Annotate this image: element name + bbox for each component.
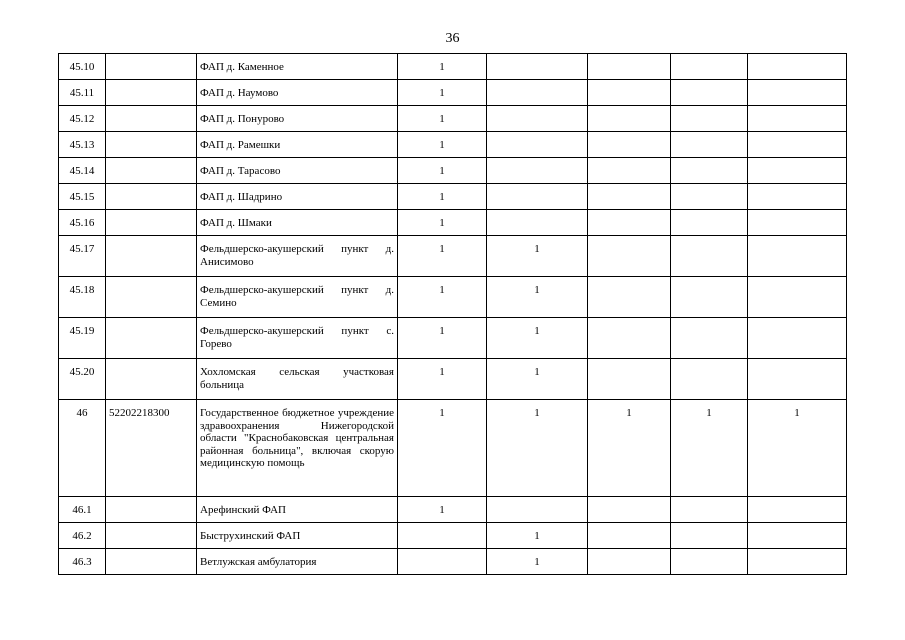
value-cell-1: 1 xyxy=(398,80,487,106)
table-row xyxy=(59,497,847,523)
value-cell-4 xyxy=(671,106,748,132)
value-cell-2 xyxy=(487,80,588,106)
code-cell xyxy=(106,277,197,318)
value-cell-1 xyxy=(398,523,487,549)
row-number-cell: 46.3 xyxy=(59,549,106,575)
value-cell-2: 1 xyxy=(487,359,588,400)
value-cell-4 xyxy=(671,184,748,210)
facility-name-cell: Фельдшерско-акушерский пункт д. Семино xyxy=(197,277,398,318)
value-cell-4: 1 xyxy=(671,400,748,497)
table-row xyxy=(59,158,847,184)
value-cell-3 xyxy=(588,132,671,158)
value-cell-3 xyxy=(588,158,671,184)
table-row xyxy=(59,359,847,400)
table-row xyxy=(59,549,847,575)
page-number: 36 xyxy=(445,31,460,46)
code-cell xyxy=(106,523,197,549)
code-cell xyxy=(106,210,197,236)
value-cell-5 xyxy=(748,523,847,549)
value-cell-5 xyxy=(748,132,847,158)
code-cell xyxy=(106,158,197,184)
table-row xyxy=(59,277,847,318)
code-cell xyxy=(106,318,197,359)
value-cell-1: 1 xyxy=(398,277,487,318)
row-number-cell: 46.2 xyxy=(59,523,106,549)
facility-name-cell: Хохломская сельская участковая больница xyxy=(197,359,398,400)
value-cell-3 xyxy=(588,318,671,359)
code-cell xyxy=(106,54,197,80)
facility-name-cell: Ветлужская амбулатория xyxy=(197,549,398,575)
code-cell xyxy=(106,497,197,523)
table-row xyxy=(59,132,847,158)
value-cell-1: 1 xyxy=(398,400,487,497)
registry-table xyxy=(58,53,847,575)
value-cell-1: 1 xyxy=(398,158,487,184)
facility-name-cell: ФАП д. Рамешки xyxy=(197,132,398,158)
value-cell-1: 1 xyxy=(398,132,487,158)
value-cell-5 xyxy=(748,359,847,400)
table-row xyxy=(59,236,847,277)
facility-name-cell: Фельдшерско-акушерский пункт с. Горево xyxy=(197,318,398,359)
value-cell-1: 1 xyxy=(398,210,487,236)
row-number-cell: 45.18 xyxy=(59,277,106,318)
value-cell-1: 1 xyxy=(398,106,487,132)
value-cell-4 xyxy=(671,523,748,549)
value-cell-4 xyxy=(671,497,748,523)
value-cell-3: 1 xyxy=(588,400,671,497)
value-cell-5 xyxy=(748,318,847,359)
value-cell-3 xyxy=(588,210,671,236)
code-cell xyxy=(106,359,197,400)
value-cell-3 xyxy=(588,184,671,210)
facility-name-cell: ФАП д. Шмаки xyxy=(197,210,398,236)
value-cell-1: 1 xyxy=(398,184,487,210)
value-cell-5 xyxy=(748,277,847,318)
value-cell-5 xyxy=(748,54,847,80)
value-cell-2: 1 xyxy=(487,318,588,359)
value-cell-1: 1 xyxy=(398,236,487,277)
row-number-cell: 45.15 xyxy=(59,184,106,210)
code-cell xyxy=(106,236,197,277)
value-cell-1: 1 xyxy=(398,54,487,80)
value-cell-1: 1 xyxy=(398,318,487,359)
row-number-cell: 45.14 xyxy=(59,158,106,184)
value-cell-3 xyxy=(588,80,671,106)
table-row xyxy=(59,210,847,236)
value-cell-2: 1 xyxy=(487,236,588,277)
row-number-cell: 45.12 xyxy=(59,106,106,132)
row-number-cell: 45.19 xyxy=(59,318,106,359)
value-cell-3 xyxy=(588,106,671,132)
value-cell-2: 1 xyxy=(487,400,588,497)
code-cell xyxy=(106,132,197,158)
value-cell-2 xyxy=(487,210,588,236)
table-row xyxy=(59,184,847,210)
value-cell-3 xyxy=(588,236,671,277)
facility-name-cell: Государственное бюджетное учреждение здравоохранения Нижегородской области "Краснобаковская центральная районная больница", включая скорую медицинскую помощь xyxy=(197,400,398,497)
facility-name-cell: ФАП д. Наумово xyxy=(197,80,398,106)
value-cell-2 xyxy=(487,54,588,80)
code-cell xyxy=(106,184,197,210)
value-cell-3 xyxy=(588,277,671,318)
value-cell-1: 1 xyxy=(398,359,487,400)
table-row xyxy=(59,54,847,80)
code-cell xyxy=(106,549,197,575)
value-cell-2 xyxy=(487,158,588,184)
row-number-cell: 45.17 xyxy=(59,236,106,277)
value-cell-4 xyxy=(671,80,748,106)
value-cell-5 xyxy=(748,184,847,210)
row-number-cell: 45.10 xyxy=(59,54,106,80)
value-cell-3 xyxy=(588,54,671,80)
value-cell-3 xyxy=(588,359,671,400)
value-cell-2: 1 xyxy=(487,277,588,318)
value-cell-3 xyxy=(588,549,671,575)
row-number-cell: 46.1 xyxy=(59,497,106,523)
value-cell-4 xyxy=(671,359,748,400)
value-cell-4 xyxy=(671,277,748,318)
facility-name-cell: ФАП д. Шадрино xyxy=(197,184,398,210)
value-cell-2: 1 xyxy=(487,523,588,549)
value-cell-5: 1 xyxy=(748,400,847,497)
value-cell-3 xyxy=(588,523,671,549)
row-number-cell: 46 xyxy=(59,400,106,497)
table-row xyxy=(59,400,847,497)
value-cell-5 xyxy=(748,106,847,132)
value-cell-5 xyxy=(748,80,847,106)
value-cell-4 xyxy=(671,318,748,359)
facility-name-cell: ФАП д. Каменное xyxy=(197,54,398,80)
value-cell-5 xyxy=(748,210,847,236)
value-cell-5 xyxy=(748,497,847,523)
code-cell: 52202218300 xyxy=(106,400,197,497)
code-cell xyxy=(106,80,197,106)
table-row xyxy=(59,106,847,132)
row-number-cell: 45.11 xyxy=(59,80,106,106)
value-cell-1: 1 xyxy=(398,497,487,523)
code-cell xyxy=(106,106,197,132)
value-cell-3 xyxy=(588,497,671,523)
value-cell-5 xyxy=(748,236,847,277)
value-cell-4 xyxy=(671,210,748,236)
value-cell-4 xyxy=(671,132,748,158)
facility-name-cell: Быструхинский ФАП xyxy=(197,523,398,549)
value-cell-5 xyxy=(748,549,847,575)
table-row xyxy=(59,80,847,106)
facility-name-cell: ФАП д. Тарасово xyxy=(197,158,398,184)
value-cell-2: 1 xyxy=(487,549,588,575)
facility-name-cell: Арефинский ФАП xyxy=(197,497,398,523)
row-number-cell: 45.20 xyxy=(59,359,106,400)
facility-name-cell: ФАП д. Понурово xyxy=(197,106,398,132)
value-cell-1 xyxy=(398,549,487,575)
value-cell-2 xyxy=(487,184,588,210)
value-cell-5 xyxy=(748,158,847,184)
value-cell-4 xyxy=(671,549,748,575)
table-body xyxy=(59,54,847,575)
value-cell-2 xyxy=(487,106,588,132)
value-cell-2 xyxy=(487,132,588,158)
value-cell-4 xyxy=(671,236,748,277)
row-number-cell: 45.13 xyxy=(59,132,106,158)
value-cell-2 xyxy=(487,497,588,523)
table-row xyxy=(59,523,847,549)
value-cell-4 xyxy=(671,158,748,184)
facility-name-cell: Фельдшерско-акушерский пункт д. Анисимово xyxy=(197,236,398,277)
value-cell-4 xyxy=(671,54,748,80)
row-number-cell: 45.16 xyxy=(59,210,106,236)
table-row xyxy=(59,318,847,359)
